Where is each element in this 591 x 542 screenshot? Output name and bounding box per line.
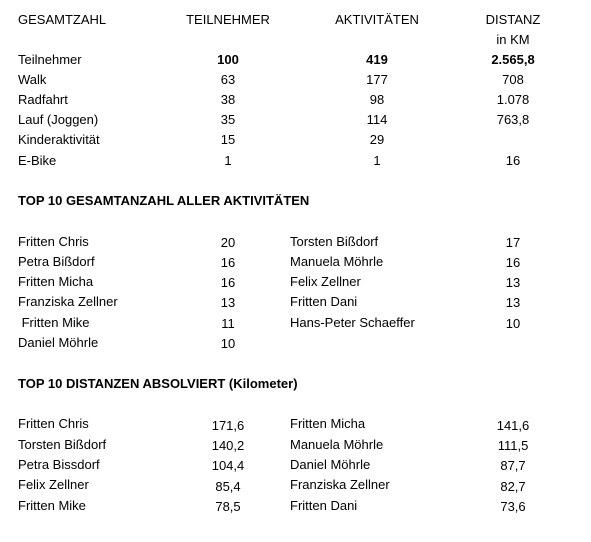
list-item-name: Fritten Micha [18, 274, 94, 289]
list-item-name: Fritten Chris [18, 234, 89, 249]
row-distanz: 2.565,8 [491, 52, 535, 67]
row-teilnehmer: 63 [220, 72, 236, 87]
section-title-distances: TOP 10 DISTANZEN ABSOLVIERT (Kilometer) [18, 376, 298, 391]
header-teilnehmer: TEILNEHMER [186, 12, 270, 27]
list-item-value: 140,2 [211, 438, 245, 453]
list-item-value: 104,4 [211, 458, 245, 473]
list-item-value: 171,6 [211, 418, 245, 433]
list-item-name: Franziska Zellner [290, 477, 390, 492]
row-label: Kinderaktivität [18, 132, 100, 147]
row-aktivitaeten: 177 [366, 72, 388, 87]
list-item-value: 73,6 [500, 499, 526, 514]
row-teilnehmer: 35 [220, 112, 236, 127]
section-title-activities: TOP 10 GESAMTANZAHL ALLER AKTIVITÄTEN [18, 193, 310, 208]
list-item-name: Hans-Peter Schaeffer [290, 315, 415, 330]
row-aktivitaeten: 29 [369, 132, 385, 147]
list-item-name: Fritten Dani [290, 498, 358, 513]
list-item-value: 111,5 [497, 438, 529, 453]
list-item-name: Manuela Möhrle [290, 254, 384, 269]
row-aktivitaeten: 1 [373, 153, 381, 168]
list-item-name: Torsten Bißdorf [18, 437, 107, 452]
list-item-name: Fritten Chris [18, 416, 89, 431]
list-item-name: Felix Zellner [290, 274, 361, 289]
row-label: Lauf (Joggen) [18, 112, 99, 127]
row-aktivitaeten: 419 [366, 52, 388, 67]
list-item-name: Petra Bissdorf [18, 457, 100, 472]
row-distanz: 708 [502, 72, 524, 87]
list-item-value: 85,4 [215, 479, 241, 494]
list-item-name: Daniel Möhrle [18, 335, 99, 350]
list-item-value: 16 [220, 275, 236, 290]
header-gesamtzahl: GESAMTZAHL [18, 12, 107, 27]
row-label: Radfahrt [18, 92, 68, 107]
row-teilnehmer: 38 [220, 92, 236, 107]
row-label: Walk [18, 72, 47, 87]
list-item-value: 13 [505, 295, 521, 310]
list-item-name: Felix Zellner [18, 477, 89, 492]
list-item-name: Fritten Mike [18, 498, 86, 513]
row-distanz: 763,8 [496, 112, 530, 127]
row-teilnehmer: 15 [220, 132, 236, 147]
list-item-value: 11 [221, 316, 235, 331]
header-distanz-unit: in KM [496, 32, 530, 47]
list-item-name: Fritten Micha [290, 416, 366, 431]
list-item-name: Franziska Zellner [18, 294, 118, 309]
row-label: Teilnehmer [18, 52, 82, 67]
header-aktivitaeten: AKTIVITÄTEN [335, 12, 419, 27]
list-item-value: 20 [220, 235, 236, 250]
list-item-name: Daniel Möhrle [290, 457, 371, 472]
row-label: E-Bike [18, 153, 57, 168]
list-item-value: 82,7 [500, 479, 526, 494]
list-item-value: 10 [220, 336, 236, 351]
list-item-value: 16 [220, 255, 236, 270]
list-item-value: 87,7 [500, 458, 526, 473]
row-distanz: 16 [505, 153, 521, 168]
list-item-value: 17 [505, 235, 521, 250]
row-aktivitaeten: 114 [366, 112, 388, 127]
row-teilnehmer: 1 [224, 153, 232, 168]
list-item-value: 78,5 [215, 499, 241, 514]
row-distanz: 1.078 [496, 92, 530, 107]
list-item-name: Fritten Dani [290, 294, 358, 309]
list-item-value: 13 [220, 295, 236, 310]
list-item-name: Torsten Bißdorf [290, 234, 379, 249]
header-distanz: DISTANZ [485, 12, 541, 27]
row-aktivitaeten: 98 [369, 92, 385, 107]
list-item-name: Fritten Mike [18, 315, 90, 330]
list-item-value: 16 [505, 255, 521, 270]
list-item-value: 10 [505, 316, 521, 331]
list-item-value: 141,6 [496, 418, 530, 433]
list-item-value: 13 [505, 275, 521, 290]
row-teilnehmer: 100 [217, 52, 239, 67]
list-item-name: Manuela Möhrle [290, 437, 384, 452]
list-item-name: Petra Bißdorf [18, 254, 95, 269]
